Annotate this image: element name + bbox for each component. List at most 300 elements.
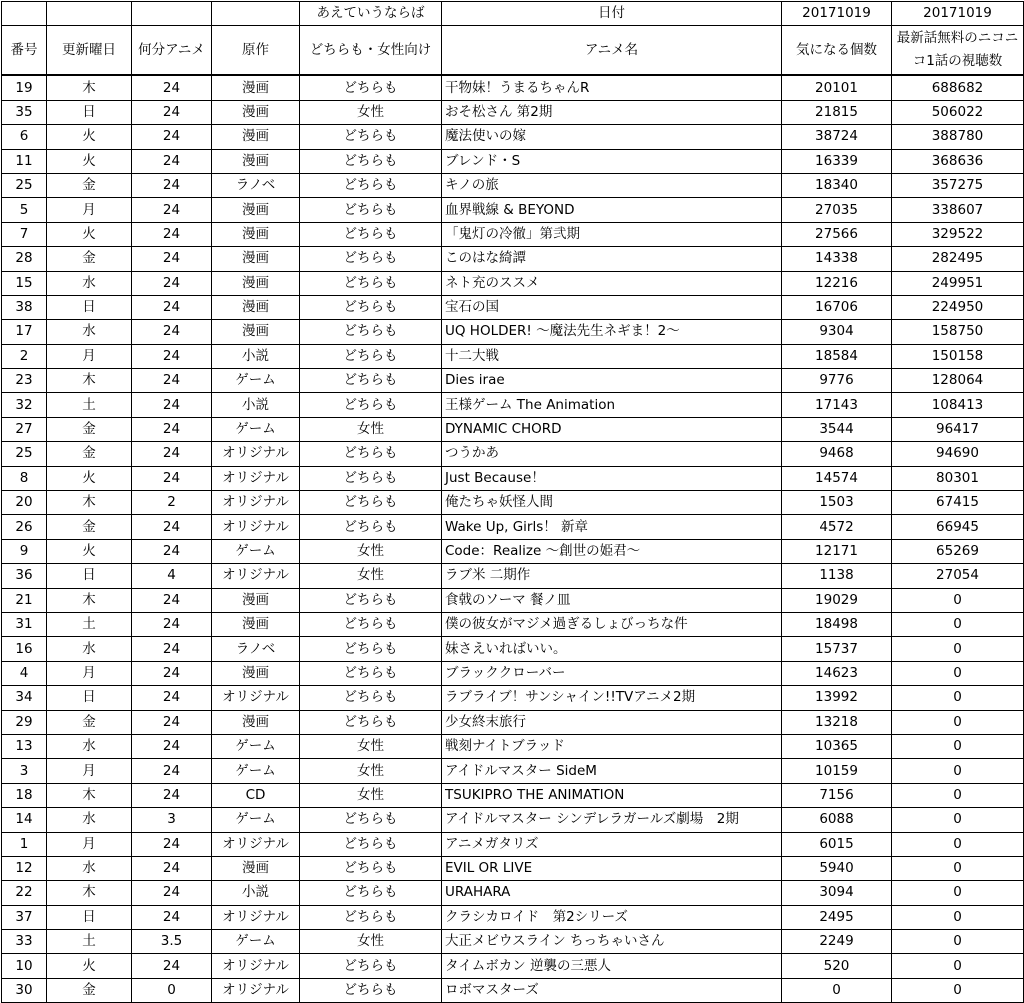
table-row (2, 759, 1024, 783)
cell-audience: どちらも (300, 198, 442, 222)
cell-title: アイドルマスター SideM (442, 759, 782, 783)
cell-weekday: 金 (47, 417, 132, 441)
cell-interest-count: 9776 (782, 369, 892, 393)
cell-interest-count: 520 (782, 954, 892, 978)
cell-weekday: 金 (47, 173, 132, 197)
cell-audience: どちらも (300, 125, 442, 149)
header-top-cell (2, 2, 47, 26)
cell-duration: 24 (132, 295, 212, 319)
table-row (2, 808, 1024, 832)
cell-source: ゲーム (212, 734, 300, 758)
cell-source: ゲーム (212, 539, 300, 563)
cell-source: 漫画 (212, 710, 300, 734)
cell-title: 俺たちゃ妖怪人間 (442, 491, 782, 515)
cell-source: オリジナル (212, 978, 300, 1002)
cell-audience: どちらも (300, 856, 442, 880)
table-row (2, 954, 1024, 978)
cell-audience: どちらも (300, 442, 442, 466)
cell-views: 0 (892, 954, 1024, 978)
header-top-cell: 20171019 (782, 2, 892, 26)
cell-interest-count: 6015 (782, 832, 892, 856)
cell-weekday: 火 (47, 125, 132, 149)
cell-audience: どちらも (300, 75, 442, 100)
cell-duration: 24 (132, 588, 212, 612)
cell-views: 158750 (892, 320, 1024, 344)
cell-audience: どちらも (300, 686, 442, 710)
cell-interest-count: 1138 (782, 564, 892, 588)
cell-number: 20 (2, 491, 47, 515)
cell-weekday: 火 (47, 466, 132, 490)
cell-interest-count: 13992 (782, 686, 892, 710)
cell-number: 1 (2, 832, 47, 856)
column-header-weekday: 更新曜日 (47, 26, 132, 76)
cell-source: 漫画 (212, 247, 300, 271)
cell-number: 5 (2, 198, 47, 222)
cell-audience: どちらも (300, 369, 442, 393)
cell-views: 94690 (892, 442, 1024, 466)
header-row-top (2, 2, 1024, 26)
cell-views: 0 (892, 881, 1024, 905)
cell-weekday: 金 (47, 710, 132, 734)
cell-number: 30 (2, 978, 47, 1002)
cell-title: タイムボカン 逆襲の三悪人 (442, 954, 782, 978)
cell-interest-count: 14623 (782, 661, 892, 685)
cell-number: 36 (2, 564, 47, 588)
cell-views: 357275 (892, 173, 1024, 197)
cell-source: 漫画 (212, 856, 300, 880)
table-row (2, 832, 1024, 856)
cell-source: オリジナル (212, 442, 300, 466)
cell-weekday: 水 (47, 320, 132, 344)
cell-weekday: 月 (47, 832, 132, 856)
column-header-audience: どちらも・女性向け (300, 26, 442, 76)
cell-duration: 24 (132, 247, 212, 271)
cell-interest-count: 2495 (782, 905, 892, 929)
cell-views: 0 (892, 978, 1024, 1002)
table-row (2, 198, 1024, 222)
cell-audience: 女性 (300, 564, 442, 588)
cell-views: 0 (892, 905, 1024, 929)
cell-title: 王様ゲーム The Animation (442, 393, 782, 417)
cell-audience: どちらも (300, 393, 442, 417)
cell-number: 25 (2, 173, 47, 197)
cell-views: 150158 (892, 344, 1024, 368)
cell-views: 65269 (892, 539, 1024, 563)
cell-interest-count: 5940 (782, 856, 892, 880)
cell-title: アニメガタリズ (442, 832, 782, 856)
cell-title: Dies irae (442, 369, 782, 393)
cell-audience: どちらも (300, 222, 442, 246)
cell-audience: 女性 (300, 100, 442, 124)
cell-interest-count: 38724 (782, 125, 892, 149)
cell-views: 688682 (892, 75, 1024, 100)
cell-weekday: 木 (47, 588, 132, 612)
cell-source: ゲーム (212, 759, 300, 783)
cell-title: ブレンド・S (442, 149, 782, 173)
cell-audience: どちらも (300, 466, 442, 490)
cell-source: オリジナル (212, 832, 300, 856)
cell-source: 漫画 (212, 75, 300, 100)
column-header-source: 原作 (212, 26, 300, 76)
cell-duration: 2 (132, 491, 212, 515)
table-row (2, 222, 1024, 246)
cell-weekday: 木 (47, 783, 132, 807)
cell-duration: 4 (132, 564, 212, 588)
cell-interest-count: 19029 (782, 588, 892, 612)
cell-title: 宝石の国 (442, 295, 782, 319)
cell-source: オリジナル (212, 686, 300, 710)
cell-title: URAHARA (442, 881, 782, 905)
cell-audience: どちらも (300, 661, 442, 685)
cell-title: 魔法使いの嫁 (442, 125, 782, 149)
table-row (2, 247, 1024, 271)
cell-weekday: 日 (47, 686, 132, 710)
cell-views: 282495 (892, 247, 1024, 271)
cell-weekday: 水 (47, 808, 132, 832)
cell-weekday: 水 (47, 856, 132, 880)
table-row (2, 75, 1024, 100)
cell-source: オリジナル (212, 491, 300, 515)
cell-number: 9 (2, 539, 47, 563)
cell-audience: どちらも (300, 978, 442, 1002)
cell-weekday: 金 (47, 978, 132, 1002)
cell-title: 妹さえいればいい。 (442, 637, 782, 661)
cell-interest-count: 12171 (782, 539, 892, 563)
cell-views: 338607 (892, 198, 1024, 222)
cell-interest-count: 3094 (782, 881, 892, 905)
header-top-cell: あえていうならば (300, 2, 442, 26)
cell-duration: 24 (132, 442, 212, 466)
cell-views: 67415 (892, 491, 1024, 515)
cell-number: 18 (2, 783, 47, 807)
cell-views: 108413 (892, 393, 1024, 417)
cell-number: 27 (2, 417, 47, 441)
cell-interest-count: 3544 (782, 417, 892, 441)
cell-number: 6 (2, 125, 47, 149)
table-row (2, 930, 1024, 954)
cell-weekday: 日 (47, 295, 132, 319)
cell-number: 28 (2, 247, 47, 271)
cell-views: 128064 (892, 369, 1024, 393)
cell-source: ラノベ (212, 173, 300, 197)
cell-audience: どちらも (300, 295, 442, 319)
cell-views: 0 (892, 686, 1024, 710)
header-top-cell: 日付 (442, 2, 782, 26)
cell-interest-count: 13218 (782, 710, 892, 734)
cell-audience: どちらも (300, 832, 442, 856)
cell-number: 25 (2, 442, 47, 466)
cell-source: 漫画 (212, 222, 300, 246)
column-header-interest-count: 気になる個数 (782, 26, 892, 76)
cell-views: 0 (892, 808, 1024, 832)
table-row (2, 588, 1024, 612)
cell-views: 96417 (892, 417, 1024, 441)
cell-duration: 24 (132, 954, 212, 978)
header-top-cell: 20171019 (892, 2, 1024, 26)
table-row (2, 369, 1024, 393)
table-row (2, 344, 1024, 368)
table-row (2, 783, 1024, 807)
cell-interest-count: 16706 (782, 295, 892, 319)
cell-audience: どちらも (300, 588, 442, 612)
cell-number: 32 (2, 393, 47, 417)
cell-number: 3 (2, 759, 47, 783)
cell-views: 0 (892, 832, 1024, 856)
cell-audience: どちらも (300, 173, 442, 197)
cell-number: 26 (2, 515, 47, 539)
cell-number: 11 (2, 149, 47, 173)
cell-duration: 3.5 (132, 930, 212, 954)
cell-title: 少女終末旅行 (442, 710, 782, 734)
cell-audience: 女性 (300, 539, 442, 563)
cell-duration: 24 (132, 75, 212, 100)
cell-number: 34 (2, 686, 47, 710)
column-header-title: アニメ名 (442, 26, 782, 76)
cell-source: 小説 (212, 881, 300, 905)
cell-title: Wake Up, Girls！ 新章 (442, 515, 782, 539)
table-row (2, 320, 1024, 344)
cell-audience: 女性 (300, 417, 442, 441)
cell-number: 16 (2, 637, 47, 661)
cell-source: オリジナル (212, 954, 300, 978)
column-header-duration: 何分アニメ (132, 26, 212, 76)
cell-interest-count: 12216 (782, 271, 892, 295)
cell-views: 0 (892, 637, 1024, 661)
cell-views: 224950 (892, 295, 1024, 319)
cell-number: 21 (2, 588, 47, 612)
cell-source: ゲーム (212, 808, 300, 832)
cell-weekday: 月 (47, 198, 132, 222)
cell-interest-count: 7156 (782, 783, 892, 807)
cell-title: 十二大戦 (442, 344, 782, 368)
cell-duration: 24 (132, 832, 212, 856)
cell-source: ゲーム (212, 930, 300, 954)
cell-interest-count: 14338 (782, 247, 892, 271)
cell-weekday: 金 (47, 442, 132, 466)
cell-title: 戦刻ナイトブラッド (442, 734, 782, 758)
cell-source: 小説 (212, 344, 300, 368)
cell-source: オリジナル (212, 515, 300, 539)
table-row (2, 393, 1024, 417)
cell-views: 0 (892, 661, 1024, 685)
cell-number: 2 (2, 344, 47, 368)
cell-source: ゲーム (212, 369, 300, 393)
cell-audience: 女性 (300, 783, 442, 807)
cell-duration: 24 (132, 369, 212, 393)
cell-views: 0 (892, 856, 1024, 880)
cell-weekday: 水 (47, 734, 132, 758)
cell-number: 38 (2, 295, 47, 319)
cell-views: 0 (892, 930, 1024, 954)
cell-interest-count: 15737 (782, 637, 892, 661)
cell-title: 血界戦線 & BEYOND (442, 198, 782, 222)
cell-title: EVIL OR LIVE (442, 856, 782, 880)
table-row (2, 271, 1024, 295)
cell-duration: 24 (132, 881, 212, 905)
cell-interest-count: 9304 (782, 320, 892, 344)
cell-interest-count: 20101 (782, 75, 892, 100)
cell-title: ラブ米 二期作 (442, 564, 782, 588)
cell-audience: 女性 (300, 734, 442, 758)
cell-title: Just Because！ (442, 466, 782, 490)
cell-audience: どちらも (300, 344, 442, 368)
cell-source: 漫画 (212, 295, 300, 319)
cell-title: おそ松さん 第2期 (442, 100, 782, 124)
cell-duration: 24 (132, 734, 212, 758)
cell-audience: どちらも (300, 515, 442, 539)
cell-duration: 24 (132, 222, 212, 246)
table-row (2, 149, 1024, 173)
cell-weekday: 木 (47, 75, 132, 100)
cell-title: ラブライブ！サンシャイン!!TVアニメ2期 (442, 686, 782, 710)
cell-views: 0 (892, 710, 1024, 734)
cell-source: 漫画 (212, 612, 300, 636)
cell-audience: 女性 (300, 759, 442, 783)
cell-interest-count: 18584 (782, 344, 892, 368)
cell-source: 漫画 (212, 100, 300, 124)
cell-number: 19 (2, 75, 47, 100)
table-row (2, 515, 1024, 539)
cell-views: 388780 (892, 125, 1024, 149)
cell-title: 食戟のソーマ 餐ノ皿 (442, 588, 782, 612)
cell-weekday: 土 (47, 393, 132, 417)
cell-duration: 24 (132, 515, 212, 539)
cell-views: 27054 (892, 564, 1024, 588)
cell-number: 29 (2, 710, 47, 734)
cell-title: Code：Realize ～創世の姫君～ (442, 539, 782, 563)
cell-interest-count: 18498 (782, 612, 892, 636)
cell-audience: どちらも (300, 808, 442, 832)
cell-number: 7 (2, 222, 47, 246)
cell-audience: どちらも (300, 612, 442, 636)
cell-title: ネト充のススメ (442, 271, 782, 295)
table-row (2, 637, 1024, 661)
cell-views: 80301 (892, 466, 1024, 490)
cell-audience: どちらも (300, 320, 442, 344)
cell-title: アイドルマスター シンデレラガールズ劇場 2期 (442, 808, 782, 832)
cell-duration: 24 (132, 905, 212, 929)
cell-weekday: 火 (47, 149, 132, 173)
cell-weekday: 月 (47, 344, 132, 368)
cell-number: 14 (2, 808, 47, 832)
cell-number: 33 (2, 930, 47, 954)
cell-duration: 24 (132, 271, 212, 295)
table-row (2, 905, 1024, 929)
cell-interest-count: 17143 (782, 393, 892, 417)
table-row (2, 564, 1024, 588)
cell-audience: どちらも (300, 881, 442, 905)
cell-source: 漫画 (212, 588, 300, 612)
table-row (2, 417, 1024, 441)
cell-source: 漫画 (212, 661, 300, 685)
cell-views: 0 (892, 612, 1024, 636)
cell-weekday: 土 (47, 930, 132, 954)
cell-weekday: 火 (47, 222, 132, 246)
cell-weekday: 月 (47, 661, 132, 685)
cell-views: 0 (892, 783, 1024, 807)
table-row (2, 125, 1024, 149)
cell-number: 8 (2, 466, 47, 490)
cell-weekday: 土 (47, 612, 132, 636)
header-row-columns (2, 26, 1024, 76)
cell-weekday: 日 (47, 100, 132, 124)
cell-views: 329522 (892, 222, 1024, 246)
table-row (2, 978, 1024, 1002)
cell-duration: 24 (132, 783, 212, 807)
cell-audience: 女性 (300, 930, 442, 954)
table-body (2, 75, 1024, 1002)
cell-title: ブラッククローバー (442, 661, 782, 685)
cell-number: 12 (2, 856, 47, 880)
cell-views: 0 (892, 759, 1024, 783)
table-row (2, 734, 1024, 758)
cell-views: 249951 (892, 271, 1024, 295)
cell-weekday: 木 (47, 491, 132, 515)
cell-duration: 24 (132, 466, 212, 490)
cell-source: 漫画 (212, 271, 300, 295)
cell-duration: 24 (132, 710, 212, 734)
cell-duration: 3 (132, 808, 212, 832)
cell-interest-count: 4572 (782, 515, 892, 539)
cell-views: 0 (892, 734, 1024, 758)
cell-source: ラノベ (212, 637, 300, 661)
cell-source: オリジナル (212, 905, 300, 929)
cell-source: 漫画 (212, 320, 300, 344)
cell-duration: 24 (132, 149, 212, 173)
cell-title: 「鬼灯の冷徹」第弐期 (442, 222, 782, 246)
header-top-cell (47, 2, 132, 26)
cell-duration: 24 (132, 417, 212, 441)
cell-source: オリジナル (212, 564, 300, 588)
cell-duration: 24 (132, 198, 212, 222)
cell-weekday: 火 (47, 539, 132, 563)
cell-interest-count: 0 (782, 978, 892, 1002)
cell-duration: 24 (132, 100, 212, 124)
cell-source: 漫画 (212, 125, 300, 149)
cell-weekday: 木 (47, 881, 132, 905)
table-row (2, 442, 1024, 466)
table-row (2, 100, 1024, 124)
cell-interest-count: 14574 (782, 466, 892, 490)
cell-interest-count: 27035 (782, 198, 892, 222)
cell-audience: どちらも (300, 954, 442, 978)
cell-weekday: 金 (47, 515, 132, 539)
anime-ranking-table (1, 1, 1024, 1003)
table-row (2, 856, 1024, 880)
cell-weekday: 木 (47, 369, 132, 393)
cell-interest-count: 21815 (782, 100, 892, 124)
cell-weekday: 月 (47, 759, 132, 783)
cell-duration: 0 (132, 978, 212, 1002)
cell-source: オリジナル (212, 466, 300, 490)
cell-title: 僕の彼女がマジメ過ぎるしょびっちな件 (442, 612, 782, 636)
cell-weekday: 火 (47, 954, 132, 978)
cell-title: DYNAMIC CHORD (442, 417, 782, 441)
cell-views: 66945 (892, 515, 1024, 539)
cell-duration: 24 (132, 539, 212, 563)
cell-source: ゲーム (212, 417, 300, 441)
cell-duration: 24 (132, 759, 212, 783)
cell-number: 15 (2, 271, 47, 295)
table-row (2, 539, 1024, 563)
cell-views: 0 (892, 588, 1024, 612)
table-row (2, 710, 1024, 734)
cell-audience: どちらも (300, 149, 442, 173)
cell-number: 10 (2, 954, 47, 978)
cell-duration: 24 (132, 393, 212, 417)
cell-title: 干物妹！うまるちゃんR (442, 75, 782, 100)
cell-weekday: 金 (47, 247, 132, 271)
